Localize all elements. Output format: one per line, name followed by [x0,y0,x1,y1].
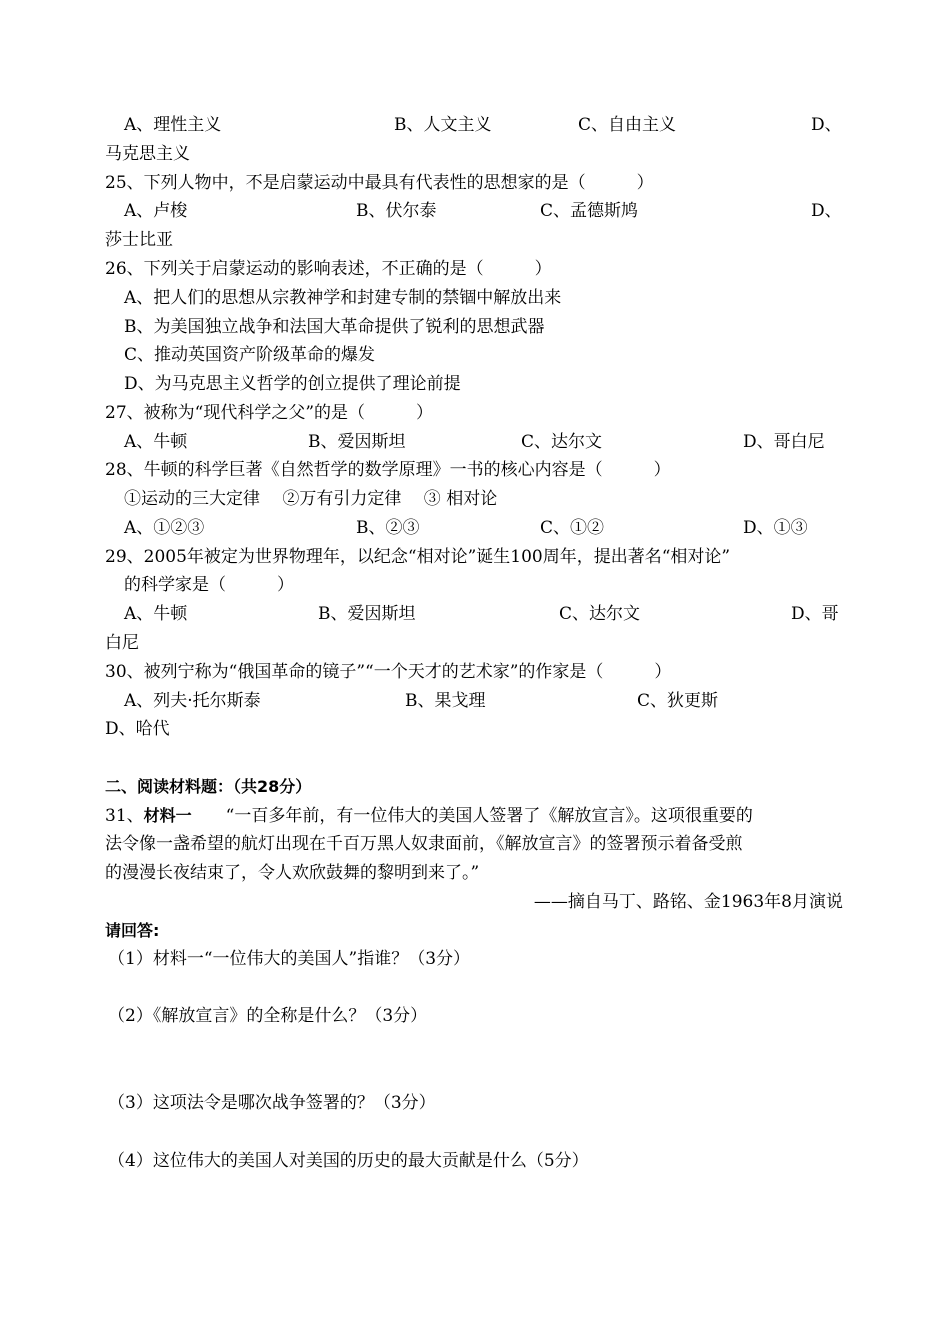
q28-option-b: B、②③ [356,518,420,538]
q28-option-d: D、①③ [743,518,808,538]
q25-option-d-continued: 莎士比亚 [105,230,173,250]
q31-subquestion-4: （4）这位伟大的美国人对美国的历史的最大贡献是什么（5分） [108,1151,589,1171]
q25-option-c: C、孟德斯鸠 [540,201,639,221]
q27-option-b: B、爱因斯坦 [308,432,406,452]
q29-option-d: D、哥 [791,604,839,624]
q28-stem: 28、牛顿的科学巨著《自然哲学的数学原理》一书的核心内容是（ ） [105,460,671,480]
q29-option-c: C、达尔文 [559,604,641,624]
q31-ask-label: 请回答: [105,921,160,940]
q31-text-line1: “一百多年前，有一位伟大的美国人签署了《解放宣言》。这项很重要的 [225,806,753,826]
q27-option-d: D、哥白尼 [743,432,825,452]
q31-number: 31、 [105,806,144,826]
q29-option-d-continued: 白尼 [105,633,139,653]
q31-source: ——摘自马丁、路铭、金1963年8月演说 [533,892,843,912]
q25-option-b: B、伏尔泰 [356,201,437,221]
q28-option-a: A、①②③ [124,518,205,538]
q31-subquestion-1: （1）材料一“一位伟大的美国人”指谁？（3分） [108,949,471,969]
q27-option-a: A、牛顿 [124,432,188,452]
q28-option-c: C、①② [540,518,605,538]
q27-stem: 27、被称为“现代科学之父”的是（ ） [105,403,434,423]
q25-stem: 25、下列人物中，不是启蒙运动中最具有代表性的思想家的是（ ） [105,173,654,193]
q24-option-c: C、自由主义 [578,115,677,135]
q30-option-b: B、果戈理 [405,691,486,711]
q25-option-d: D、 [811,201,842,221]
q26-stem: 26、下列关于启蒙运动的影响表述，不正确的是（ ） [105,259,552,279]
q31-line1 [105,805,753,827]
q24-option-b: B、人文主义 [394,115,492,135]
q29-option-b: B、爱因斯坦 [318,604,416,624]
q26-option-d: D、为马克思主义哲学的创立提供了理论前提 [124,374,461,394]
q31-text-line2: 法令像一盏希望的航灯出现在千百万黑人奴隶面前，《解放宣言》的签署预示着备受煎 [105,834,743,854]
q31-subquestion-3: （3）这项法令是哪次战争签署的？（3分） [108,1093,436,1113]
q31-text-line3: 的漫漫长夜结束了，令人欢欣鼓舞的黎明到来了。” [105,863,480,883]
q30-stem: 30、被列宁称为“俄国革命的镜子”“一个天才的艺术家”的作家是（ ） [105,662,672,682]
q29-option-a: A、牛顿 [124,604,188,624]
q29-stem-line2: 的科学家是（ ） [124,575,294,595]
q31-material-label: 材料一 [143,806,192,825]
q30-option-c: C、狄更斯 [637,691,719,711]
q30-option-d: D、哈代 [105,719,170,739]
q24-option-d: D、 [811,115,842,135]
q29-stem-line1: 29、2005年被定为世界物理年，以纪念“相对论”诞生100周年，提出著名“相对论” [105,547,731,567]
q27-option-c: C、达尔文 [521,432,603,452]
q24-option-a: A、理性主义 [124,115,222,135]
q28-items: ①运动的三大定律 ②万有引力定律 ③ 相对论 [124,489,498,509]
q30-option-a: A、列夫·托尔斯泰 [124,691,261,711]
q26-option-b: B、为美国独立战争和法国大革命提供了锐利的思想武器 [124,317,545,337]
section-2-title: 二、阅读材料题：（共28分） [105,777,312,796]
q26-option-c: C、推动英国资产阶级革命的爆发 [124,345,376,365]
q26-option-a: A、把人们的思想从宗教神学和封建专制的禁锢中解放出来 [124,288,562,308]
q31-subquestion-2: （2）《解放宣言》的全称是什么？（3分） [108,1006,428,1026]
q24-option-d-continued: 马克思主义 [105,144,190,164]
q25-option-a: A、卢梭 [124,201,188,221]
